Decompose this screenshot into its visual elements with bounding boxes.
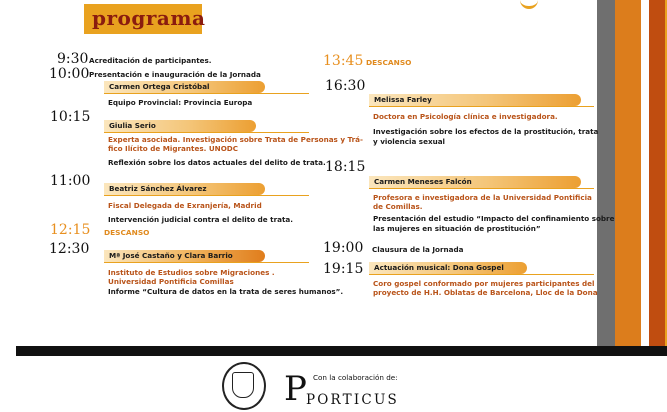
time-1015: 10:15	[50, 109, 91, 125]
speaker-role: fico Ilícito de Migrantes. UNODC	[108, 144, 239, 153]
item-closing: Clausura de la Jornada	[372, 245, 464, 254]
speaker-bar-castano	[104, 250, 265, 262]
talk-title: Informe “Cultura de datos en la trata de seres humanos”.	[108, 287, 344, 296]
speaker-role: Experta asociada. Investigación sobre Trata de Personas y Trá-	[108, 135, 363, 144]
performance-desc: Coro gospel conformado por mujeres participantes del	[373, 279, 595, 288]
speaker-bar-serio	[104, 120, 256, 132]
stripe-orange	[615, 0, 641, 355]
time-0930: 9:30	[57, 51, 89, 67]
speaker-name: Actuación musical: Dona Gospel	[374, 263, 504, 272]
item-accreditation: Acreditación de participantes.	[89, 56, 212, 65]
talk-title: las mujeres en situación de prostitución”	[373, 224, 541, 233]
time-1815: 18:15	[325, 159, 366, 175]
bottom-bar	[16, 346, 667, 356]
talk-title: y violencia sexual	[373, 137, 446, 146]
speaker-role: Fiscal Delegada de Exranjería, Madrid	[108, 201, 262, 210]
bar-underline	[104, 195, 309, 196]
speaker-role: Profesora e investigadora de la Universidad Pontificia	[373, 193, 592, 202]
break-label: DESCANSO	[366, 58, 412, 67]
decorative-swoosh	[520, 0, 538, 9]
speaker-name: Carmen Meneses Falcón	[374, 177, 472, 186]
speaker-name: Melissa Farley	[374, 95, 432, 104]
bar-underline	[369, 274, 594, 275]
speaker-name: Mª José Castaño y Clara Barrio	[109, 251, 233, 260]
speaker-name: Giulia Serio	[109, 121, 156, 130]
bar-underline	[104, 132, 309, 133]
time-1000: 10:00	[49, 66, 90, 82]
performance-desc: proyecto de H.H. Oblatas de Barcelona, Lloc de la Dona	[373, 288, 598, 297]
time-1630: 16:30	[325, 78, 366, 94]
porticus-logo: PORTICUS	[306, 392, 399, 408]
speaker-name: Beatriz Sánchez Álvarez	[109, 184, 207, 193]
speaker-bar-gospel	[369, 262, 527, 274]
speaker-bar-sanchez	[104, 183, 265, 195]
stripe-gap	[641, 0, 649, 355]
speaker-bar-ortega	[104, 81, 265, 93]
time-1345: 13:45	[323, 53, 364, 69]
break-label: DESCANSO	[104, 228, 150, 237]
speaker-role: de Comillas.	[373, 202, 423, 211]
porticus-logo-mark: P	[284, 369, 307, 409]
talk-title: Intervención judicial contra el delito de trata.	[108, 215, 294, 224]
speaker-role: Instituto de Estudios sobre Migraciones .	[108, 268, 275, 277]
collaboration-label: Con la colaboración de:	[313, 373, 398, 382]
talk-title: Presentación del estudio “Impacto del confinamiento sobre	[373, 214, 615, 223]
talk-title: Investigación sobre los efectos de la prostitución, trata	[373, 127, 599, 136]
stripe-gray	[597, 0, 615, 355]
time-1100: 11:00	[50, 173, 91, 189]
speaker-role: Universidad Pontificia Comillas	[108, 277, 234, 286]
page-title: programa	[92, 6, 206, 30]
speaker-bar-meneses	[369, 176, 581, 188]
bar-underline	[104, 93, 309, 94]
speaker-role: Equipo Provincial: Provincia Europa	[108, 98, 253, 107]
shield-icon	[232, 372, 254, 398]
time-1900: 19:00	[323, 240, 364, 256]
bar-underline	[369, 188, 594, 189]
bar-underline	[104, 262, 309, 263]
speaker-name: Carmen Ortega Cristóbal	[109, 82, 210, 91]
speaker-role: Doctora en Psicología clínica e investigadora.	[373, 112, 558, 121]
time-1915: 19:15	[323, 261, 364, 277]
item-opening: Presentación e inauguración de la Jornada	[89, 70, 261, 79]
time-1215: 12:15	[50, 222, 91, 238]
time-1230: 12:30	[49, 241, 90, 257]
speaker-bar-farley	[369, 94, 581, 106]
bar-underline	[369, 106, 594, 107]
talk-title: Reflexión sobre los datos actuales del delito de trata.	[108, 158, 326, 167]
